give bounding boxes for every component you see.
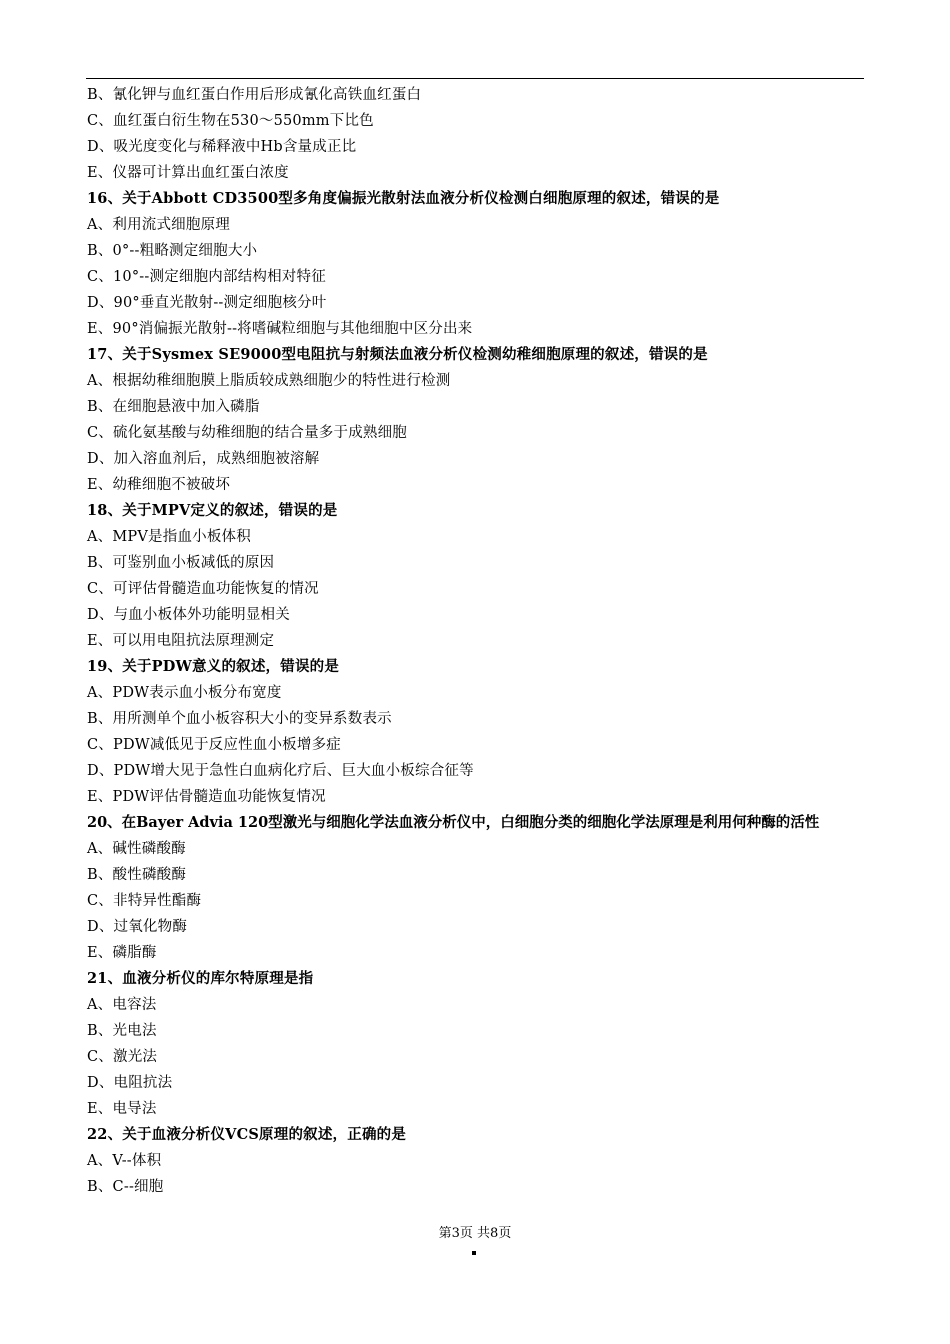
answer-option: B、可鉴别血小板减低的原因 (87, 555, 275, 571)
answer-option: C、10°--测定细胞内部结构相对特征 (87, 269, 326, 285)
question-text: 16、关于Abbott CD3500型多角度偏振光散射法血液分析仪检测白细胞原理的叙述，错误的是 (87, 190, 720, 207)
answer-option: B、用所测单个血小板容积大小的变异系数表示 (87, 711, 392, 727)
answer-option: B、0°--粗略测定细胞大小 (87, 243, 258, 259)
question-text: 18、关于MPV定义的叙述，错误的是 (87, 502, 338, 519)
answer-option: A、V--体积 (87, 1153, 162, 1169)
answer-option: D、吸光度变化与稀释液中Hb含量成正比 (87, 139, 357, 155)
answer-option: D、电阻抗法 (87, 1075, 173, 1091)
answer-option: A、PDW表示血小板分布宽度 (87, 685, 282, 701)
answer-option: C、激光法 (87, 1049, 158, 1065)
answer-option: A、根据幼稚细胞膜上脂质较成熟细胞少的特性进行检测 (87, 373, 451, 389)
answer-option: B、氰化钾与血红蛋白作用后形成氰化高铁血红蛋白 (87, 87, 422, 103)
answer-option: A、碱性磷酸酶 (87, 841, 186, 857)
question-text: 21、血液分析仪的库尔特原理是指 (87, 970, 314, 987)
footer-dot (472, 1251, 476, 1255)
answer-option: E、幼稚细胞不被破坏 (87, 477, 231, 493)
answer-option: C、PDW减低见于反应性血小板增多症 (87, 737, 341, 753)
answer-option: E、仪器可计算出血红蛋白浓度 (87, 165, 289, 181)
answer-option: A、MPV是指血小板体积 (87, 529, 251, 545)
answer-option: C、非特异性酯酶 (87, 893, 202, 909)
answer-option: E、磷脂酶 (87, 945, 157, 961)
question-text: 17、关于Sysmex SE9000型电阻抗与射频法血液分析仪检测幼稚细胞原理的叙述，错误的是 (87, 346, 708, 363)
answer-option: A、利用流式细胞原理 (87, 217, 230, 233)
answer-option: B、C--细胞 (87, 1179, 164, 1195)
answer-option: C、可评估骨髓造血功能恢复的情况 (87, 581, 319, 597)
page-footer: 第3页 共8页 (438, 1226, 512, 1241)
answer-option: C、硫化氨基酸与幼稚细胞的结合量多于成熟细胞 (87, 425, 407, 441)
answer-option: E、可以用电阻抗法原理测定 (87, 633, 275, 649)
question-text: 22、关于血液分析仪VCS原理的叙述，正确的是 (87, 1126, 407, 1143)
answer-option: E、电导法 (87, 1101, 157, 1117)
answer-option: D、过氧化物酶 (87, 919, 188, 935)
answer-option: D、加入溶血剂后，成熟细胞被溶解 (87, 451, 320, 467)
answer-option: E、PDW评估骨髓造血功能恢复情况 (87, 789, 326, 805)
answer-option: A、电容法 (87, 997, 157, 1013)
answer-option: B、酸性磷酸酶 (87, 867, 187, 883)
answer-option: D、90°垂直光散射--测定细胞核分叶 (87, 295, 327, 311)
answer-option: B、在细胞悬液中加入磷脂 (87, 399, 260, 415)
answer-option: B、光电法 (87, 1023, 157, 1039)
answer-option: D、PDW增大见于急性白血病化疗后、巨大血小板综合征等 (87, 763, 474, 779)
question-text: 19、关于PDW意义的叙述，错误的是 (87, 658, 340, 675)
answer-option: D、与血小板体外功能明显相关 (87, 607, 290, 623)
answer-option: E、90°消偏振光散射--将嗜碱粒细胞与其他细胞中区分出来 (87, 321, 473, 337)
answer-option: C、血红蛋白衍生物在530～550mm下比色 (87, 113, 374, 129)
question-text: 20、在Bayer Advia 120型激光与细胞化学法血液分析仪中，白细胞分类的细胞化学法原理是利用何种酶的活性 (87, 814, 820, 831)
header-rule (86, 78, 864, 79)
document-body (87, 82, 867, 1200)
